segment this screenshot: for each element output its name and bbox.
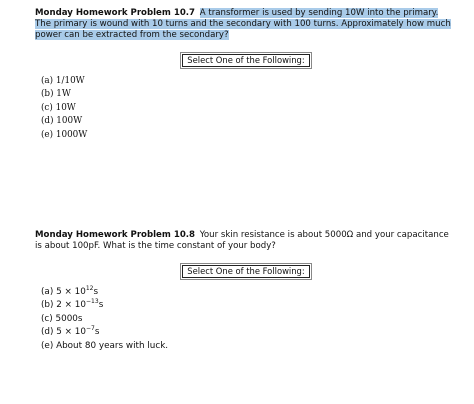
answer-option-c[interactable] (41, 313, 457, 326)
option-text (56, 327, 99, 337)
question-text: Your skin resistance is about 5000Ω and your capacitance is about 100pF. What is the time constant of your body? (35, 230, 449, 251)
answer-select-container (35, 48, 457, 67)
option-mantissa: 2 × 10 (56, 300, 87, 311)
answer-option-a[interactable] (41, 286, 457, 299)
option-mantissa: 5 × 10 (56, 287, 86, 297)
option-mantissa: About 80 years with luck. (56, 340, 169, 351)
answer-options-list (41, 75, 457, 142)
problem-statement (35, 8, 457, 41)
answer-option-b[interactable] (41, 88, 457, 101)
answer-option-b[interactable] (41, 299, 457, 312)
option-letter: (b) (41, 300, 54, 311)
option-unit: s (98, 300, 104, 311)
problem-10-8 (35, 230, 457, 353)
option-text: 100W (56, 116, 83, 127)
problem-title: Monday Homework Problem 10.7 (35, 8, 196, 18)
answer-option-d[interactable] (41, 115, 457, 128)
option-exponent: −13 (86, 298, 99, 306)
answer-option-c[interactable] (41, 102, 457, 115)
option-text: 1/10W (55, 76, 85, 86)
problem-10-7 (35, 8, 457, 142)
option-text: 1000W (55, 129, 88, 140)
option-text: 1W (56, 89, 71, 100)
option-text (56, 287, 98, 297)
answer-option-e[interactable] (41, 340, 457, 353)
option-mantissa: 5000s (55, 313, 83, 324)
option-unit: s (94, 327, 100, 338)
option-text: 10W (55, 102, 76, 113)
option-exponent: 12 (85, 285, 94, 293)
option-exponent: −7 (86, 325, 95, 333)
problem-statement (35, 230, 457, 252)
answer-option-d[interactable] (41, 326, 457, 339)
option-text (56, 341, 168, 351)
answer-select-button[interactable]: Select One of the Following: (182, 54, 309, 67)
option-letter: (a) (41, 287, 54, 297)
answer-option-a[interactable] (41, 75, 457, 88)
answer-option-e[interactable] (41, 129, 457, 142)
answer-select-container (35, 259, 457, 278)
option-letter: (d) (41, 116, 54, 127)
option-letter: (e) (41, 340, 54, 351)
option-letter: (d) (41, 327, 54, 338)
option-text (56, 314, 83, 324)
problem-title: Monday Homework Problem 10.8 (35, 230, 196, 240)
option-letter: (c) (41, 313, 53, 324)
option-unit: s (93, 287, 99, 297)
option-letter: (a) (41, 76, 54, 86)
option-letter: (e) (41, 129, 54, 140)
answer-options-list (41, 286, 457, 353)
option-text (56, 300, 103, 310)
option-letter: (b) (41, 89, 54, 100)
option-letter: (c) (41, 102, 53, 113)
question-text-selected[interactable]: A transformer is used by sending 10W into the primary. The primary is wound with 10 turns and the secondary with 100 turns. Approximately how much power can be extracted from the secondary? (35, 8, 451, 40)
answer-select-button[interactable]: Select One of the Following: (182, 265, 309, 278)
option-mantissa: 5 × 10 (56, 327, 87, 338)
